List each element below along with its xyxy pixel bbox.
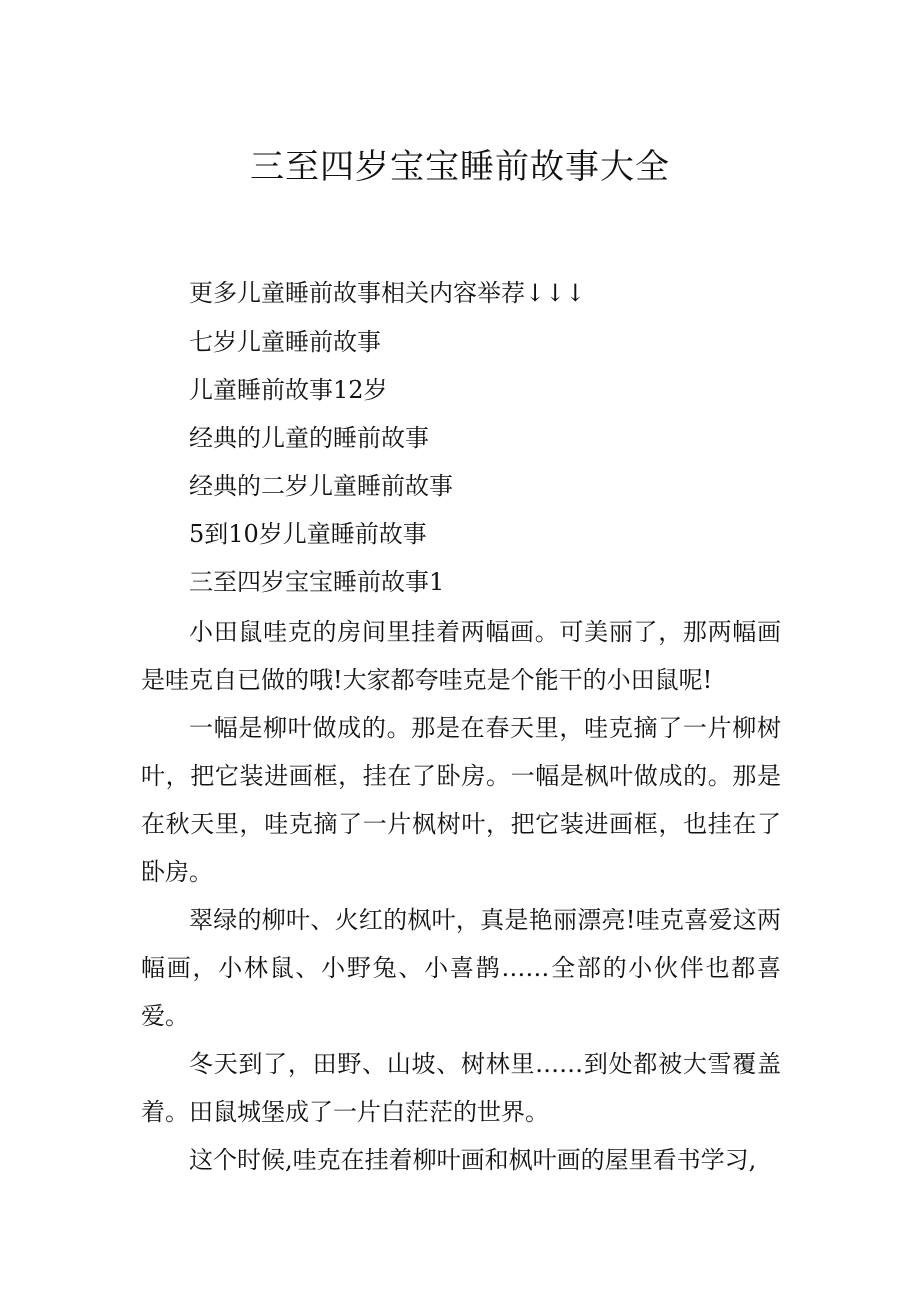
story-paragraph: 这个时候,哇克在挂着柳叶画和枫叶画的屋里看书学习, bbox=[189, 1146, 757, 1174]
recommend-heading: 更多儿童睡前故事相关内容举荐↓↓↓ bbox=[189, 279, 586, 307]
story-paragraph: 翠绿的柳叶、火红的枫叶，真是艳丽漂亮!哇克喜爱这两幅画，小林鼠、小野兔、小喜鹊……全部的小伙伴也都喜爱。 bbox=[141, 906, 781, 1030]
story-paragraph: 小田鼠哇克的房间里挂着两幅画。可美丽了，那两幅画是哇克自已做的哦!大家都夸哇克是个能干的小田鼠呢! bbox=[141, 618, 781, 694]
related-link[interactable]: 经典的儿童的睡前故事 bbox=[189, 424, 429, 452]
story-subheading: 三至四岁宝宝睡前故事1 bbox=[189, 568, 445, 596]
story-paragraph: 一幅是柳叶做成的。那是在春天里，哇克摘了一片柳树叶，把它装进画框，挂在了卧房。一幅是枫叶做成的。那是在秋天里，哇克摘了一片枫树叶，把它装进画框，也挂在了卧房。 bbox=[141, 714, 781, 886]
document-title: 三至四岁宝宝睡前故事大全 bbox=[250, 147, 670, 187]
story-paragraph: 冬天到了，田野、山坡、树林里……到处都被大雪覆盖着。田鼠城堡成了一片白茫茫的世界。 bbox=[141, 1050, 781, 1126]
related-link[interactable]: 5到10岁儿童睡前故事 bbox=[189, 520, 427, 548]
related-link[interactable]: 儿童睡前故事12岁 bbox=[189, 376, 388, 404]
related-link[interactable]: 经典的二岁儿童睡前故事 bbox=[189, 472, 453, 500]
related-link[interactable]: 七岁儿童睡前故事 bbox=[189, 328, 381, 356]
